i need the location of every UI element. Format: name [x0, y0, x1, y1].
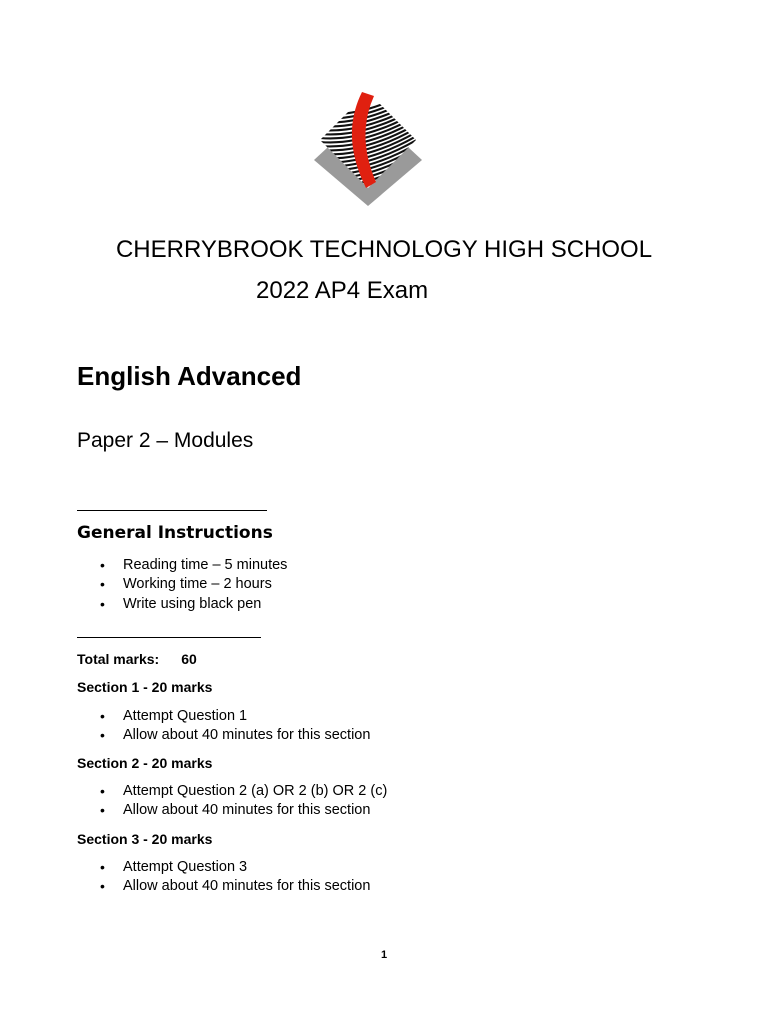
list-item: • Reading time – 5 minutes — [100, 556, 287, 575]
divider-line — [77, 510, 267, 511]
list-item: • Attempt Question 2 (a) OR 2 (b) OR 2 (c) — [100, 782, 387, 801]
page-number: 1 — [380, 949, 388, 961]
list-item: • Allow about 40 minutes for this section — [100, 801, 387, 820]
school-logo-icon — [310, 88, 422, 208]
divider-line — [77, 637, 261, 638]
general-instructions-heading: General Instructions — [77, 523, 273, 543]
section-3-list — [100, 858, 370, 897]
list-item: • Working time – 2 hours — [100, 575, 287, 594]
total-marks-label: Total marks: — [77, 651, 160, 667]
list-item: • Attempt Question 3 — [100, 858, 370, 877]
general-instructions-list — [100, 556, 287, 614]
school-name: CHERRYBROOK TECHNOLOGY HIGH SCHOOL — [115, 236, 653, 263]
exam-title: 2022 AP4 Exam — [256, 277, 429, 304]
section-1-heading: Section 1 - 20 marks — [77, 679, 213, 695]
list-item: • Write using black pen — [100, 595, 287, 614]
section-1-list — [100, 707, 370, 746]
list-item: • Attempt Question 1 — [100, 707, 370, 726]
subject-title: English Advanced — [77, 361, 302, 391]
section-2-heading: Section 2 - 20 marks — [77, 755, 213, 771]
paper-title: Paper 2 – Modules — [77, 429, 254, 452]
total-marks — [77, 650, 197, 668]
total-marks-value: 60 — [181, 651, 197, 667]
section-2-list — [100, 782, 387, 821]
section-3-heading: Section 3 - 20 marks — [77, 831, 213, 847]
list-item: • Allow about 40 minutes for this section — [100, 726, 370, 745]
list-item: • Allow about 40 minutes for this section — [100, 877, 370, 896]
